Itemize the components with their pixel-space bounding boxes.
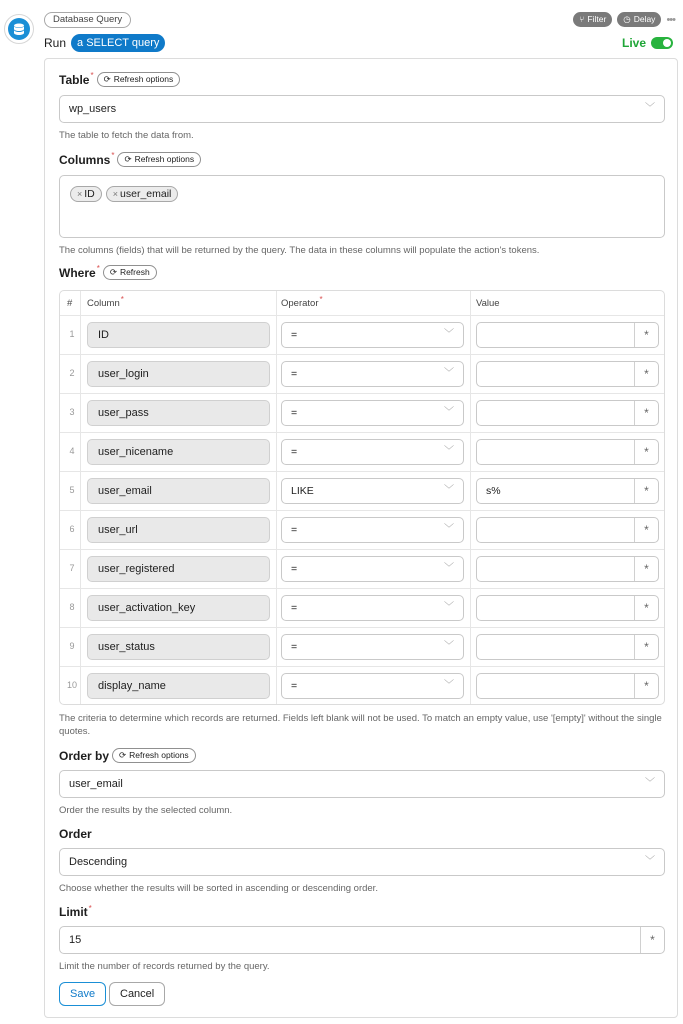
columns-tokens [70,186,178,202]
chevron-down-icon: ﹀ [444,485,454,496]
operator-select[interactable] [281,439,464,465]
header-operator-label: Operator [281,298,319,309]
filter-label: Filter [587,14,607,24]
chevron-down-icon: ﹀ [645,103,655,114]
operator-value: = [291,563,298,575]
orderby-label-row [59,748,196,763]
integration-avatar [4,14,34,44]
chevron-down-icon: ﹀ [444,329,454,340]
orderby-label: Order by [59,748,110,763]
header-column [87,295,127,309]
table-refresh-options-button[interactable] [97,72,181,87]
row-number: 6 [69,524,75,534]
operator-value: = [291,368,298,380]
operator-value: = [291,602,298,614]
column-name-field: user_pass [87,400,270,426]
where-help: The criteria to determine which records are returned. Fields left blank will not be used. To match an empty value, use '[empty]' without the single quotes. [59,713,662,737]
table-row [60,627,664,666]
row-number: 5 [69,485,75,495]
more-options-icon[interactable]: ••• [666,13,675,26]
value-input[interactable] [476,595,659,621]
header-operator [281,295,326,309]
where-table [59,290,665,705]
token-insert-icon[interactable]: * [634,323,658,347]
header-column-label: Column [87,298,120,309]
token-insert-icon[interactable]: * [640,927,664,953]
operator-select[interactable] [281,556,464,582]
live-toggle[interactable] [651,37,673,49]
operator-value: = [291,680,298,692]
operator-value: = [291,641,298,653]
operator-select[interactable] [281,634,464,660]
action-settings-panel [44,58,678,1018]
filter-icon: ⑂ [579,14,585,24]
row-number: 7 [69,563,75,573]
orderby-select[interactable] [59,770,665,798]
columns-label: Columns [59,152,111,167]
table-help: The table to fetch the data from. [59,130,194,141]
column-name-field: user_activation_key [87,595,270,621]
table-row [60,354,664,393]
table-row [60,432,664,471]
operator-value: LIKE [291,485,314,497]
database-icon [8,18,30,40]
row-number: 3 [69,407,75,417]
row-number: 9 [69,641,75,651]
token-insert-icon[interactable]: * [634,518,658,542]
chevron-down-icon: ﹀ [444,446,454,457]
token-insert-icon[interactable]: * [634,440,658,464]
chevron-down-icon: ﹀ [444,563,454,574]
limit-value: 15 [69,934,82,946]
refresh-icon: ⟳ [109,267,117,277]
value-input[interactable] [476,556,659,582]
order-label-row [59,827,92,841]
header-actions [573,12,675,27]
table-row [60,588,664,627]
operator-select[interactable] [281,361,464,387]
value-input[interactable] [476,634,659,660]
limit-input[interactable] [59,926,665,954]
row-number: 1 [69,329,75,339]
action-header [44,12,675,54]
required-marker: * [90,71,94,80]
order-help: Choose whether the results will be sorted in ascending or descending order. [59,883,378,894]
required-marker: * [111,151,115,160]
row-number: 2 [69,368,75,378]
run-text: Run [44,36,67,50]
column-name-field: user_registered [87,556,270,582]
chevron-down-icon: ﹀ [645,856,655,867]
cancel-button[interactable]: Cancel [109,982,165,1006]
delay-label: Delay [633,14,656,24]
chevron-down-icon: ﹀ [444,407,454,418]
required-marker: * [96,264,100,273]
integration-name-badge: Database Query [44,12,131,28]
save-button[interactable]: Save [59,982,106,1006]
orderby-help: Order the results by the selected column. [59,805,233,816]
value-input[interactable] [476,400,659,426]
columns-multiselect[interactable] [59,175,665,238]
table-row [60,393,664,432]
where-label: Where [59,265,96,280]
token-label: ID [84,188,95,200]
refresh-label: Refresh options [113,74,174,84]
chevron-down-icon: ﹀ [444,602,454,613]
chevron-down-icon: ﹀ [444,680,454,691]
row-number: 4 [69,446,75,456]
token-label: user_email [120,188,172,200]
order-select-value: Descending [69,856,128,868]
token-insert-icon[interactable]: * [634,479,658,503]
columns-label-row [59,152,201,167]
table-row [60,510,664,549]
required-marker: * [88,903,92,913]
refresh-label: Refresh options [129,750,189,760]
table-label: Table [59,72,90,87]
operator-value: = [291,407,298,419]
value-input[interactable] [476,439,659,465]
row-number: 10 [66,680,77,690]
action-sentence [44,34,165,52]
refresh-label: Refresh options [134,154,195,164]
table-label-row [59,72,180,87]
operator-value: = [291,329,298,341]
where-refresh-button[interactable] [103,265,157,280]
delay-button[interactable] [617,12,661,27]
column-token-user-email[interactable] [106,186,179,202]
chevron-down-icon: ﹀ [444,641,454,652]
filter-button[interactable] [573,12,612,27]
token-insert-icon[interactable]: * [634,362,658,386]
header-num: # [67,298,73,309]
table-row [60,471,664,510]
columns-help: The columns (fields) that will be returned by the query. The data in these columns will populate the action's tokens. [59,245,540,256]
column-name-field: user_url [87,517,270,543]
order-label: Order [59,827,92,841]
token-insert-icon[interactable]: * [634,674,658,698]
operator-select[interactable] [281,322,464,348]
remove-icon[interactable]: × [112,189,119,199]
token-insert-icon[interactable]: * [634,635,658,659]
operator-select[interactable] [281,400,464,426]
table-select[interactable] [59,95,665,123]
remove-icon[interactable]: × [77,189,83,199]
refresh-label: Refresh [119,267,150,277]
orderby-select-value: user_email [69,778,123,790]
column-name-field: ID [87,322,270,348]
column-name-field: user_email [87,478,270,504]
required-marker: * [319,295,323,304]
value-input[interactable] [476,322,659,348]
live-label: Live [621,36,646,50]
column-name-field: user_login [87,361,270,387]
value-input[interactable] [476,517,659,543]
token-insert-icon[interactable]: * [634,401,658,425]
orderby-refresh-options-button[interactable] [112,748,196,763]
chevron-down-icon: ﹀ [444,524,454,535]
value-input[interactable] [476,361,659,387]
column-name-field: user_status [87,634,270,660]
chevron-down-icon: ﹀ [645,778,655,789]
chevron-down-icon: ﹀ [444,368,454,379]
table-row [60,549,664,588]
refresh-icon: ⟳ [119,750,127,760]
table-select-value: wp_users [69,103,117,115]
live-status [622,36,673,50]
table-row [60,315,664,354]
operator-select[interactable] [281,673,464,699]
order-select[interactable] [59,848,665,876]
token-insert-icon[interactable]: * [634,596,658,620]
value-input[interactable] [476,673,659,699]
limit-help: Limit the number of records returned by the query. [59,961,270,972]
clock-icon: ◷ [623,14,631,24]
column-name-field: display_name [87,673,270,699]
limit-label: Limit [59,905,88,919]
limit-label-row [59,905,95,919]
operator-select[interactable] [281,595,464,621]
required-marker: * [120,295,124,304]
column-token-id[interactable] [70,186,102,202]
header-value: Value [476,298,500,309]
value-input[interactable] [476,478,659,504]
column-name-field: user_nicename [87,439,270,465]
row-number: 8 [69,602,75,612]
operator-select[interactable] [281,478,464,504]
refresh-icon: ⟳ [103,74,111,84]
where-label-row [59,265,157,280]
action-type-button[interactable]: a SELECT query [71,34,165,52]
value-text: s% [486,485,501,497]
operator-select[interactable] [281,517,464,543]
refresh-icon: ⟳ [124,154,132,164]
columns-refresh-options-button[interactable] [117,152,201,167]
token-insert-icon[interactable]: * [634,557,658,581]
operator-value: = [291,446,298,458]
operator-value: = [291,524,298,536]
toggle-knob [663,39,671,47]
table-row [60,666,664,705]
